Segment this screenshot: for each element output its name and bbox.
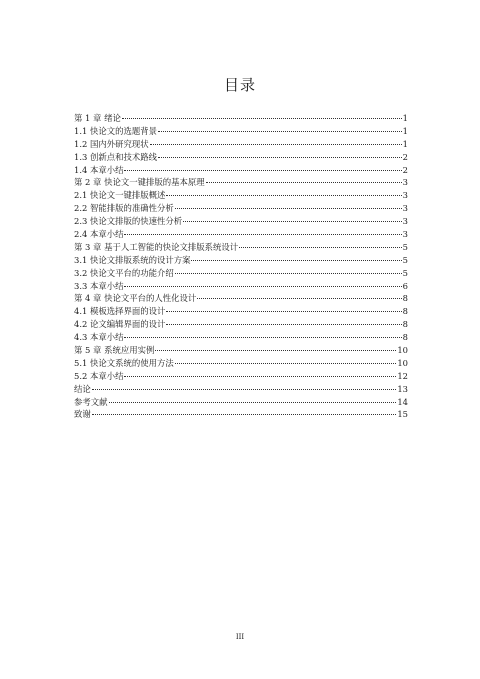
toc-entry[interactable] [74,202,408,215]
page-title: 目录 [223,76,256,94]
toc-entry[interactable] [74,292,408,305]
toc-entry-page: 1 [402,138,408,149]
toc-entry-label: 第 2 章 快论文一键排版的基本原理 [74,177,205,188]
toc-dot-leader [183,221,402,222]
toc-entry-page: 12 [397,370,408,381]
toc-entry[interactable] [74,357,408,370]
toc-entry-label: 1.2 国内外研究现状 [74,138,149,149]
toc-dot-leader [92,389,397,390]
toc-dot-leader [124,234,401,235]
toc-entry-page: 15 [397,409,408,420]
toc-entry-page: 13 [397,383,408,394]
toc-entry-label: 1.3 创新点和技术路线 [74,151,157,162]
toc-entry[interactable] [74,331,408,344]
toc-entry-page: 3 [402,177,408,188]
toc-entry[interactable] [74,228,408,241]
toc-entry-label: 5.2 本章小结 [74,370,124,381]
toc-entry[interactable] [74,396,408,409]
toc-entry-page: 14 [397,396,408,407]
toc-dot-leader [206,182,402,183]
toc-entry-label: 4.2 论文编辑界面的设计 [74,319,166,330]
toc-entry-label: 结论 [74,383,91,394]
toc-entry-page: 8 [402,319,408,330]
toc-entry-page: 3 [402,229,408,240]
toc-dot-leader [175,208,402,209]
toc-dot-leader [124,286,401,287]
toc-entry[interactable] [74,254,408,267]
toc-entry[interactable] [74,189,408,202]
toc-entry-label: 1.4 本章小结 [74,164,124,175]
toc-dot-leader [155,350,396,351]
toc-dot-leader [191,260,401,261]
toc-entry[interactable] [74,370,408,383]
toc-entry-label: 3.1 快论文排版系统的设计方案 [74,254,191,265]
toc-entry-page: 2 [402,164,408,175]
toc-entry[interactable] [74,215,408,228]
toc-entry-label: 致谢 [74,409,91,420]
table-of-contents [74,112,408,421]
toc-dot-leader [92,414,397,415]
toc-dot-leader [175,363,397,364]
toc-entry-label: 3.3 本章小结 [74,280,124,291]
toc-entry-label: 参考文献 [74,396,108,407]
toc-entry-page: 5 [402,241,408,252]
toc-dot-leader [150,144,402,145]
toc-entry[interactable] [74,164,408,177]
toc-dot-leader [158,157,402,158]
toc-entry-page: 3 [402,216,408,227]
toc-entry-label: 2.3 快论文排版的快速性分析 [74,216,183,227]
toc-entry-label: 3.2 快论文平台的功能介绍 [74,267,174,278]
toc-entry-label: 4.1 模板选择界面的设计 [74,306,166,317]
toc-dot-leader [166,324,401,325]
toc-entry[interactable] [74,408,408,421]
toc-entry-page: 10 [397,345,408,356]
toc-entry[interactable] [74,125,408,138]
toc-entry[interactable] [74,344,408,357]
toc-entry[interactable] [74,138,408,151]
toc-dot-leader [175,273,402,274]
toc-entry-page: 2 [402,151,408,162]
toc-dot-leader [166,311,401,312]
toc-entry-page: 1 [402,113,408,123]
toc-dot-leader [158,131,402,132]
toc-dot-leader [124,337,401,338]
toc-entry-page: 5 [402,267,408,278]
toc-entry[interactable] [74,151,408,164]
toc-entry-page: 8 [402,332,408,343]
toc-entry-label: 2.1 快论文一键排版概述 [74,190,166,201]
toc-entry[interactable] [74,305,408,318]
toc-entry-page: 5 [402,254,408,265]
toc-entry[interactable] [74,267,408,280]
toc-entry-page: 3 [402,190,408,201]
toc-entry[interactable] [74,176,408,189]
toc-entry-label: 1.1 快论文的选题背景 [74,125,157,136]
toc-dot-leader [124,170,401,171]
toc-dot-leader [122,118,402,119]
toc-entry-page: 8 [402,293,408,304]
toc-entry-page: 10 [397,357,408,368]
toc-entry-page: 3 [402,203,408,214]
toc-dot-leader [239,247,402,248]
toc-entry-label: 2.4 本章小结 [74,229,124,240]
toc-entry[interactable] [74,318,408,331]
page-number: III [235,633,245,641]
toc-entry-page: 8 [402,306,408,317]
toc-dot-leader [166,195,401,196]
toc-entry[interactable] [74,241,408,254]
toc-dot-leader [124,376,396,377]
toc-entry-label: 第 4 章 快论文平台的人性化设计 [74,293,197,304]
toc-entry-label: 5.1 快论文系统的使用方法 [74,357,174,368]
toc-entry[interactable] [74,383,408,396]
toc-entry-label: 第 5 章 系统应用实例 [74,345,155,356]
toc-dot-leader [109,402,397,403]
toc-entry[interactable] [74,280,408,293]
toc-entry-page: 1 [402,125,408,136]
toc-entry-label: 第 3 章 基于人工智能的快论文排版系统设计 [74,241,239,252]
toc-entry-label: 第 1 章 绪论 [74,113,121,123]
toc-entry-label: 4.3 本章小结 [74,332,124,343]
toc-entry-page: 6 [402,280,408,291]
toc-entry[interactable] [74,112,408,125]
toc-dot-leader [197,298,401,299]
toc-entry-label: 2.2 智能排版的准确性分析 [74,203,174,214]
